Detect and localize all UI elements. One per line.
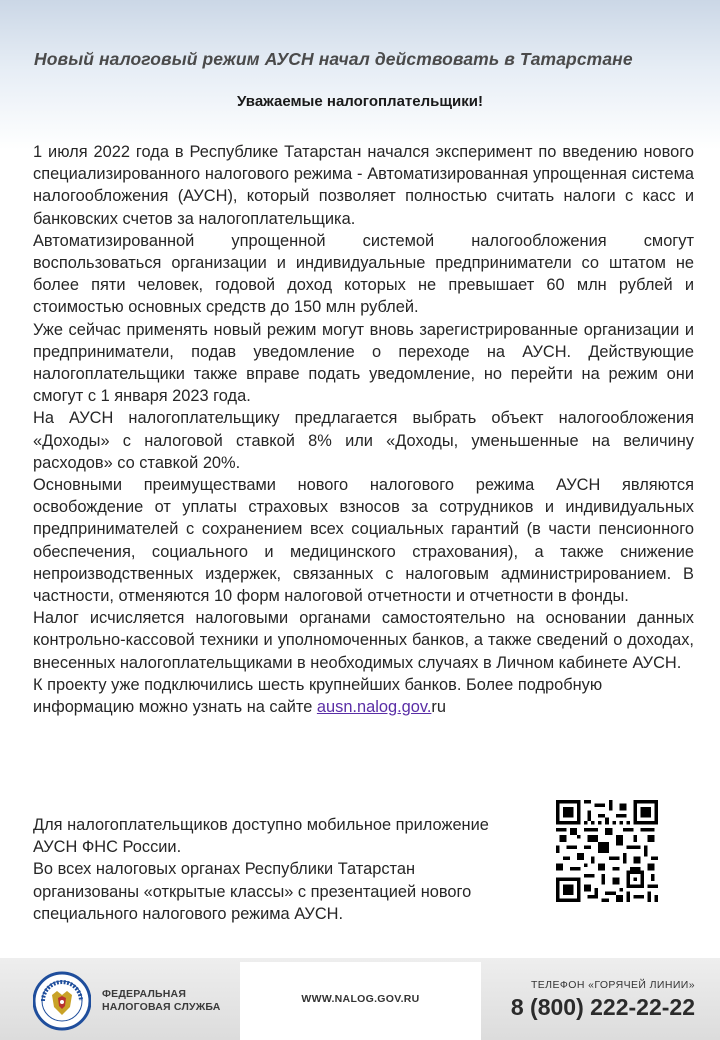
page-title: Новый налоговый режим АУСН начал действовать в Татарстане xyxy=(34,49,633,69)
bottom-info xyxy=(33,814,503,925)
banks-text: К проекту уже подключились шесть крупнейших банков. Более подробную информацию можно узнать на сайте xyxy=(33,675,603,717)
paragraph-advantages: Основными преимуществами нового налогового режима АУСН являются освобождение от уплаты страховых взносов за сотрудников и индивидуальных предпринимателей с сохранением всех социальных гарантий (в части пенсионного обеспечения, социального и медицинского страхования), а также снижение непроизводственных издержек, связанных с налоговым администрированием. В частности, отменяются 10 форм налоговой отчетности и отчетности в фонды. xyxy=(33,476,694,606)
paragraph-banks xyxy=(33,674,694,718)
paragraph-transition: Уже сейчас применять новый режим могут вновь зарегистрированные организации и предприниматели, подав уведомление о переходе на АУСН. Действующие налогоплательщики также вправе подать уведомление, но перейти на режим они смогут с 1 января 2023 года. xyxy=(33,320,694,406)
greeting: Уважаемые налогоплательщики! xyxy=(237,93,483,110)
article-body xyxy=(33,141,694,718)
paragraph-calculation: Налог исчисляется налоговыми органами самостоятельно на основании данных контрольно-кассовой техники и уполномоченных банков, а также сведений о доходах, внесенных налогоплательщиками в необходимых случаях в Личном кабинете АУСН. xyxy=(33,609,694,672)
paragraph-eligibility: Автоматизированной упрощенной системой налогообложения смогут воспользоваться организации и индивидуальные предприниматели со штатом не более пяти человек, годовой доход которых не превышает 60 млн рублей и стоимостью основных средств до 150 млн рублей. xyxy=(33,231,694,317)
header-background xyxy=(0,0,720,150)
qr-code-icon[interactable] xyxy=(556,800,658,902)
fns-emblem-icon xyxy=(33,971,91,1031)
paragraph-experiment: 1 июля 2022 года в Республике Татарстан начался эксперимент по введению нового специализированного налогового режима - Автоматизированная упрощенная система налогообложения (АУСН), который позволяет полностью считать налоги с касс и банковских счетов за налогоплательщика. xyxy=(33,143,694,228)
hotline-label: ТЕЛЕФОН «ГОРЯЧЕЙ ЛИНИИ» xyxy=(530,979,695,991)
footer-website-link[interactable]: WWW.NALOG.GOV.RU xyxy=(301,993,420,1005)
open-classes-note: Во всех налоговых органах Республики Татарстан организованы «открытые классы» с презентацией нового специального налогового режима АУСН. xyxy=(33,860,472,923)
fns-name-line2: НАЛОГОВАЯ СЛУЖБА xyxy=(102,1001,221,1013)
fns-name-line1: ФЕДЕРАЛЬНАЯ xyxy=(102,988,187,1000)
fns-name xyxy=(102,988,232,1014)
hotline-phone[interactable]: 8 (800) 222-22-22 xyxy=(510,994,695,1020)
paragraph-tax-object: На АУСН налогоплательщику предлагается выбрать объект налогообложения «Доходы» с налоговой ставкой 8% или «Доходы, уменьшенные на величину расходов» со ставкой 20%. xyxy=(33,409,694,472)
mobile-app-note: Для налогоплательщиков доступно мобильное приложение АУСН ФНС России. xyxy=(33,816,489,857)
link-suffix: ru xyxy=(431,698,446,717)
ausn-site-link[interactable]: ausn.nalog.gov. xyxy=(316,698,432,717)
